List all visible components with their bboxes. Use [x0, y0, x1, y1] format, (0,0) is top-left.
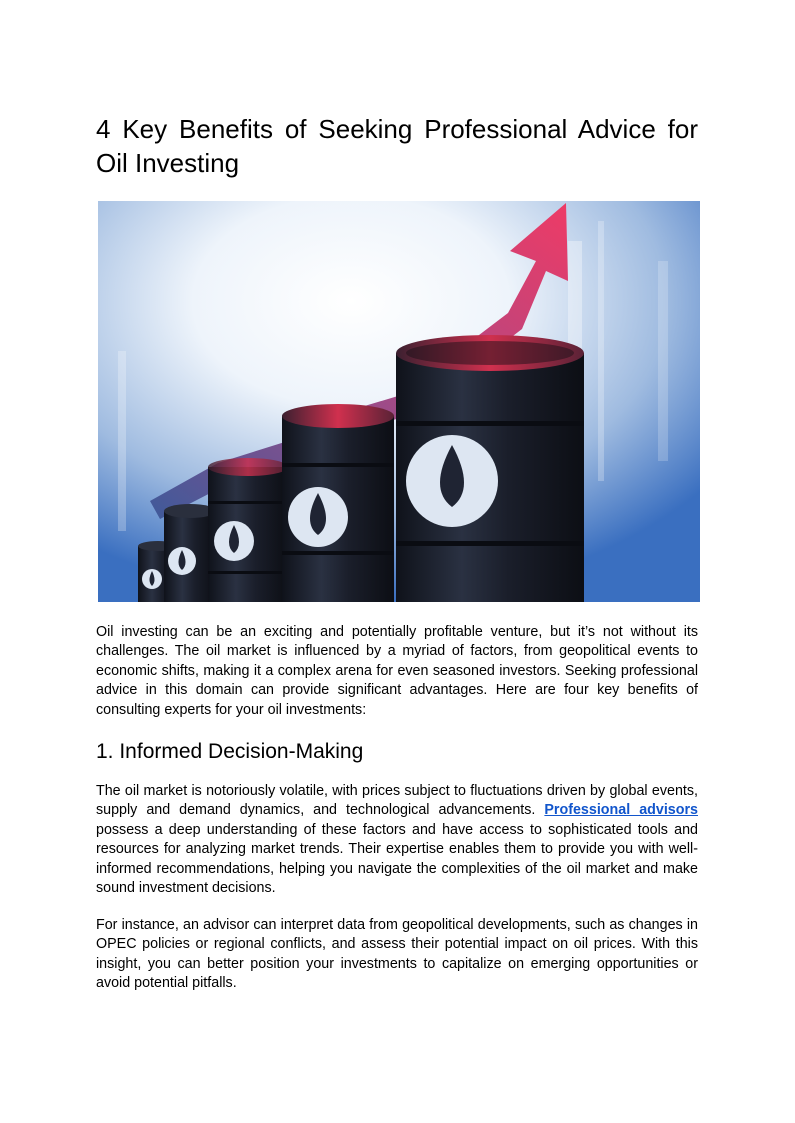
- intro-paragraph: Oil investing can be an exciting and potentially profitable venture, but it’s not without its challenges. The oil market is influenced by a myriad of factors, from geopolitical events to economic shifts, making it a complex arena for even seasoned investors. Seeking professional advice in this domain can provide significant advantages. Here are four key benefits of consulting experts for your oil investments:: [96, 624, 698, 718]
- section1-paragraph-2: For instance, an advisor can interpret data from geopolitical developments, such as changes in OPEC policies or regional conflicts, and assess their potential impact on oil prices. With this insight, you can better position your investments to capitalize on emerging opportunities or avoid potential pitfalls.: [96, 917, 698, 992]
- barrel-4: [282, 404, 394, 602]
- oil-barrels-rising-arrow-image: [98, 201, 700, 602]
- barrel-5: [396, 335, 584, 602]
- article-title: 4 Key Benefits of Seeking Professional Advice for Oil Investing: [96, 114, 698, 178]
- section1-paragraph-1-text-after: possess a deep understanding of these factors and have access to sophisticated tools and resources for analyzing market trends. Their expertise enables them to provide you with well-informed recommendations, helping you navigate the complexities of the oil market and make sound investment decisions.: [96, 821, 698, 897]
- barrel-3: [208, 458, 288, 602]
- hero-image: [98, 201, 700, 602]
- section1-paragraph-1-text-before: The oil market is notoriously volatile, with prices subject to fluctuations driven by global events, supply and demand dynamics, and technological advancements.: [96, 783, 698, 819]
- section-heading-informed-decision-making: 1. Informed Decision-Making: [96, 740, 364, 763]
- professional-advisors-link[interactable]: Professional advisors: [544, 802, 698, 819]
- section1-paragraph-1: [96, 782, 698, 898]
